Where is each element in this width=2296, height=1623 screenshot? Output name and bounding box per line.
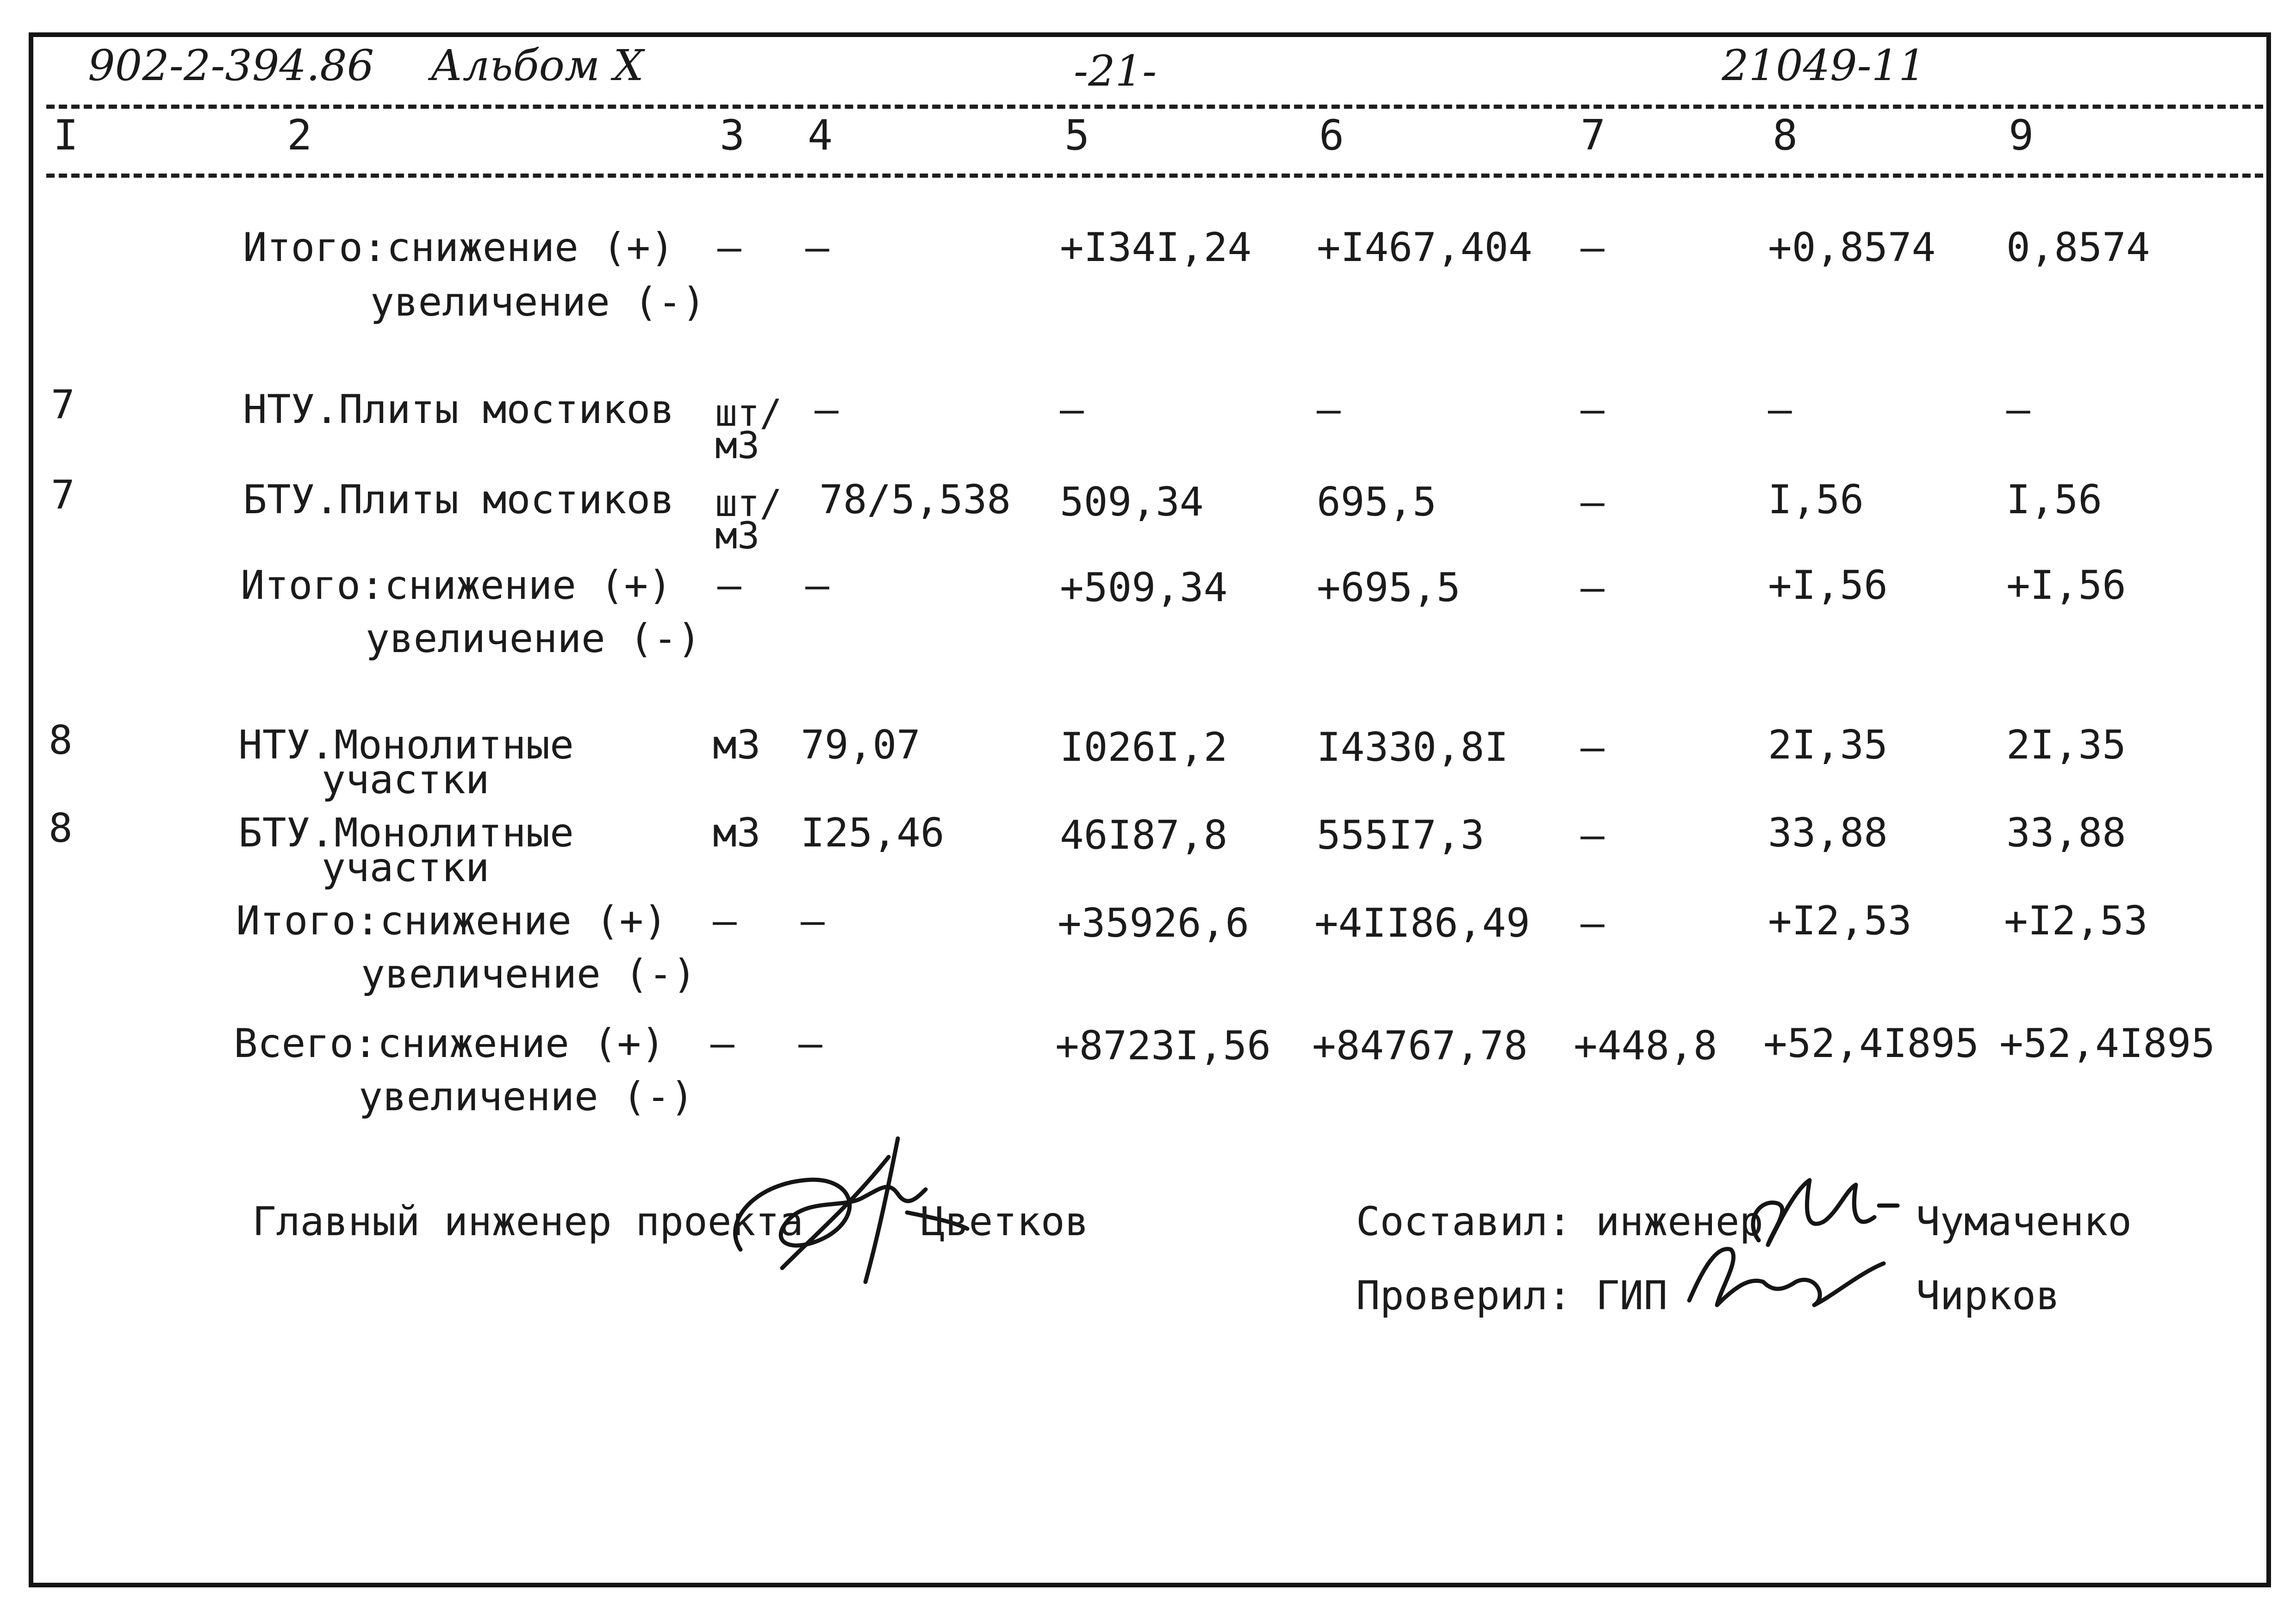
column-number-6: 6 — [1319, 111, 1344, 160]
row-value-8: 33,88 — [1768, 810, 1888, 856]
row-quantity: 78/5,538 — [819, 477, 1011, 523]
album-label: Альбом X — [430, 41, 644, 90]
row-value-6: +4II86,49 — [1314, 900, 1530, 946]
checked-label: Проверил: ГИП — [1356, 1273, 1668, 1319]
chief-engineer-label: Главный инженер проекта — [252, 1199, 803, 1245]
row-value-6: – — [1317, 386, 1341, 433]
row-quantity: – — [805, 224, 829, 271]
row-unit: – — [717, 224, 741, 271]
row-value-7: +448,8 — [1574, 1023, 1717, 1069]
row-value-8: +52,4I895 — [1763, 1020, 1979, 1067]
row-quantity: – — [805, 562, 829, 609]
chief-engineer-name: Цветков — [921, 1199, 1089, 1245]
column-number-5: 5 — [1064, 111, 1090, 160]
row-quantity: – — [815, 386, 839, 433]
row-quantity: I25,46 — [801, 810, 945, 856]
checked-name: Чирков — [1916, 1273, 2060, 1319]
row-value-7: – — [1580, 812, 1605, 858]
row-value-9: +I,56 — [2006, 562, 2126, 609]
row-name-continued: увеличение (-) — [361, 951, 697, 997]
column-number-4: 4 — [808, 111, 833, 160]
row-value-9: +52,4I895 — [1999, 1020, 2215, 1067]
row-unit: м3 — [713, 722, 761, 768]
row-value-9: – — [2006, 386, 2030, 433]
row-value-8: +I,56 — [1768, 562, 1888, 609]
checked-signature — [1675, 1231, 1898, 1324]
row-value-8: I,56 — [1768, 477, 1864, 523]
doc-code: 902-2-394.86 — [88, 41, 374, 90]
compiled-name: Чумаченко — [1916, 1199, 2132, 1245]
row-value-9: 33,88 — [2006, 810, 2126, 856]
row-number: 7 — [51, 382, 75, 428]
row-name-continued: увеличение (-) — [359, 1074, 694, 1120]
header-divider-bottom — [46, 174, 2263, 178]
row-unit: шт/ — [715, 392, 782, 435]
row-name-continued: увеличение (-) — [370, 279, 706, 325]
row-value-5: +8723I,56 — [1055, 1023, 1271, 1069]
row-value-6: I4330,8I — [1317, 724, 1509, 771]
row-unit: шт/ — [715, 482, 782, 525]
row-value-5: I026I,2 — [1060, 724, 1228, 771]
row-unit-continued: м3 — [715, 424, 760, 467]
row-unit: м3 — [713, 810, 761, 856]
column-number-2: 2 — [287, 111, 312, 160]
row-name-continued: участки — [322, 845, 490, 891]
row-value-8: – — [1768, 386, 1792, 433]
row-value-7: – — [1580, 900, 1605, 946]
row-value-7: – — [1580, 565, 1605, 611]
row-value-6: +I467,404 — [1317, 224, 1532, 271]
row-quantity: – — [801, 898, 825, 944]
row-value-9: I,56 — [2006, 477, 2103, 523]
column-number-7: 7 — [1580, 111, 1606, 160]
row-unit: – — [717, 562, 741, 609]
row-value-9: +I2,53 — [2004, 898, 2148, 944]
row-value-9: 2I,35 — [2006, 722, 2126, 768]
row-number: 7 — [51, 472, 75, 518]
column-number-3: 3 — [720, 111, 745, 160]
header-divider-top — [46, 105, 2263, 109]
row-name-continued: участки — [322, 757, 490, 803]
row-name: Итого:снижение (+) — [236, 898, 667, 944]
row-name: БТУ.Монолитные — [238, 810, 574, 856]
row-value-8: +0,8574 — [1768, 224, 1936, 271]
column-number-8: 8 — [1773, 111, 1798, 160]
row-value-7: – — [1580, 479, 1605, 525]
row-unit-continued: м3 — [715, 514, 760, 557]
column-number-1: I — [53, 111, 79, 160]
row-name-continued: увеличение (-) — [366, 616, 701, 662]
row-unit: – — [713, 898, 737, 944]
compiled-label: Составил: инженер — [1356, 1199, 1764, 1245]
sheet-code: 21049-11 — [1722, 41, 1926, 90]
row-value-5: – — [1060, 386, 1084, 433]
row-value-7: – — [1580, 386, 1605, 433]
row-value-7: – — [1580, 224, 1605, 271]
row-number: 8 — [49, 717, 73, 764]
row-value-5: +35926,6 — [1058, 900, 1250, 946]
row-value-6: 555I7,3 — [1317, 812, 1485, 858]
row-value-6: +84767,78 — [1312, 1023, 1528, 1069]
row-value-8: 2I,35 — [1768, 722, 1888, 768]
row-quantity: – — [798, 1020, 822, 1067]
row-value-9: 0,8574 — [2006, 224, 2150, 271]
row-quantity: 79,07 — [801, 722, 921, 768]
row-number: 8 — [49, 805, 73, 852]
row-name: НТУ.Плиты мостиков — [243, 386, 674, 433]
row-value-6: +695,5 — [1317, 565, 1461, 611]
row-name: Итого:снижение (+) — [243, 224, 674, 271]
row-value-6: 695,5 — [1317, 479, 1437, 525]
row-value-5: 46I87,8 — [1060, 812, 1228, 858]
row-unit: – — [710, 1020, 734, 1067]
row-value-7: – — [1580, 724, 1605, 771]
row-value-5: +I34I,24 — [1060, 224, 1252, 271]
row-name: Всего:снижение (+) — [234, 1020, 665, 1067]
row-name: Итого:снижение (+) — [241, 562, 672, 609]
row-name: БТУ.Плиты мостиков — [243, 477, 674, 523]
row-value-5: 509,34 — [1060, 479, 1204, 525]
row-name: НТУ.Монолитные — [238, 722, 574, 768]
row-value-5: +509,34 — [1060, 565, 1228, 611]
page-number: -21- — [1074, 46, 1157, 96]
row-value-8: +I2,53 — [1768, 898, 1912, 944]
column-number-9: 9 — [2009, 111, 2034, 160]
